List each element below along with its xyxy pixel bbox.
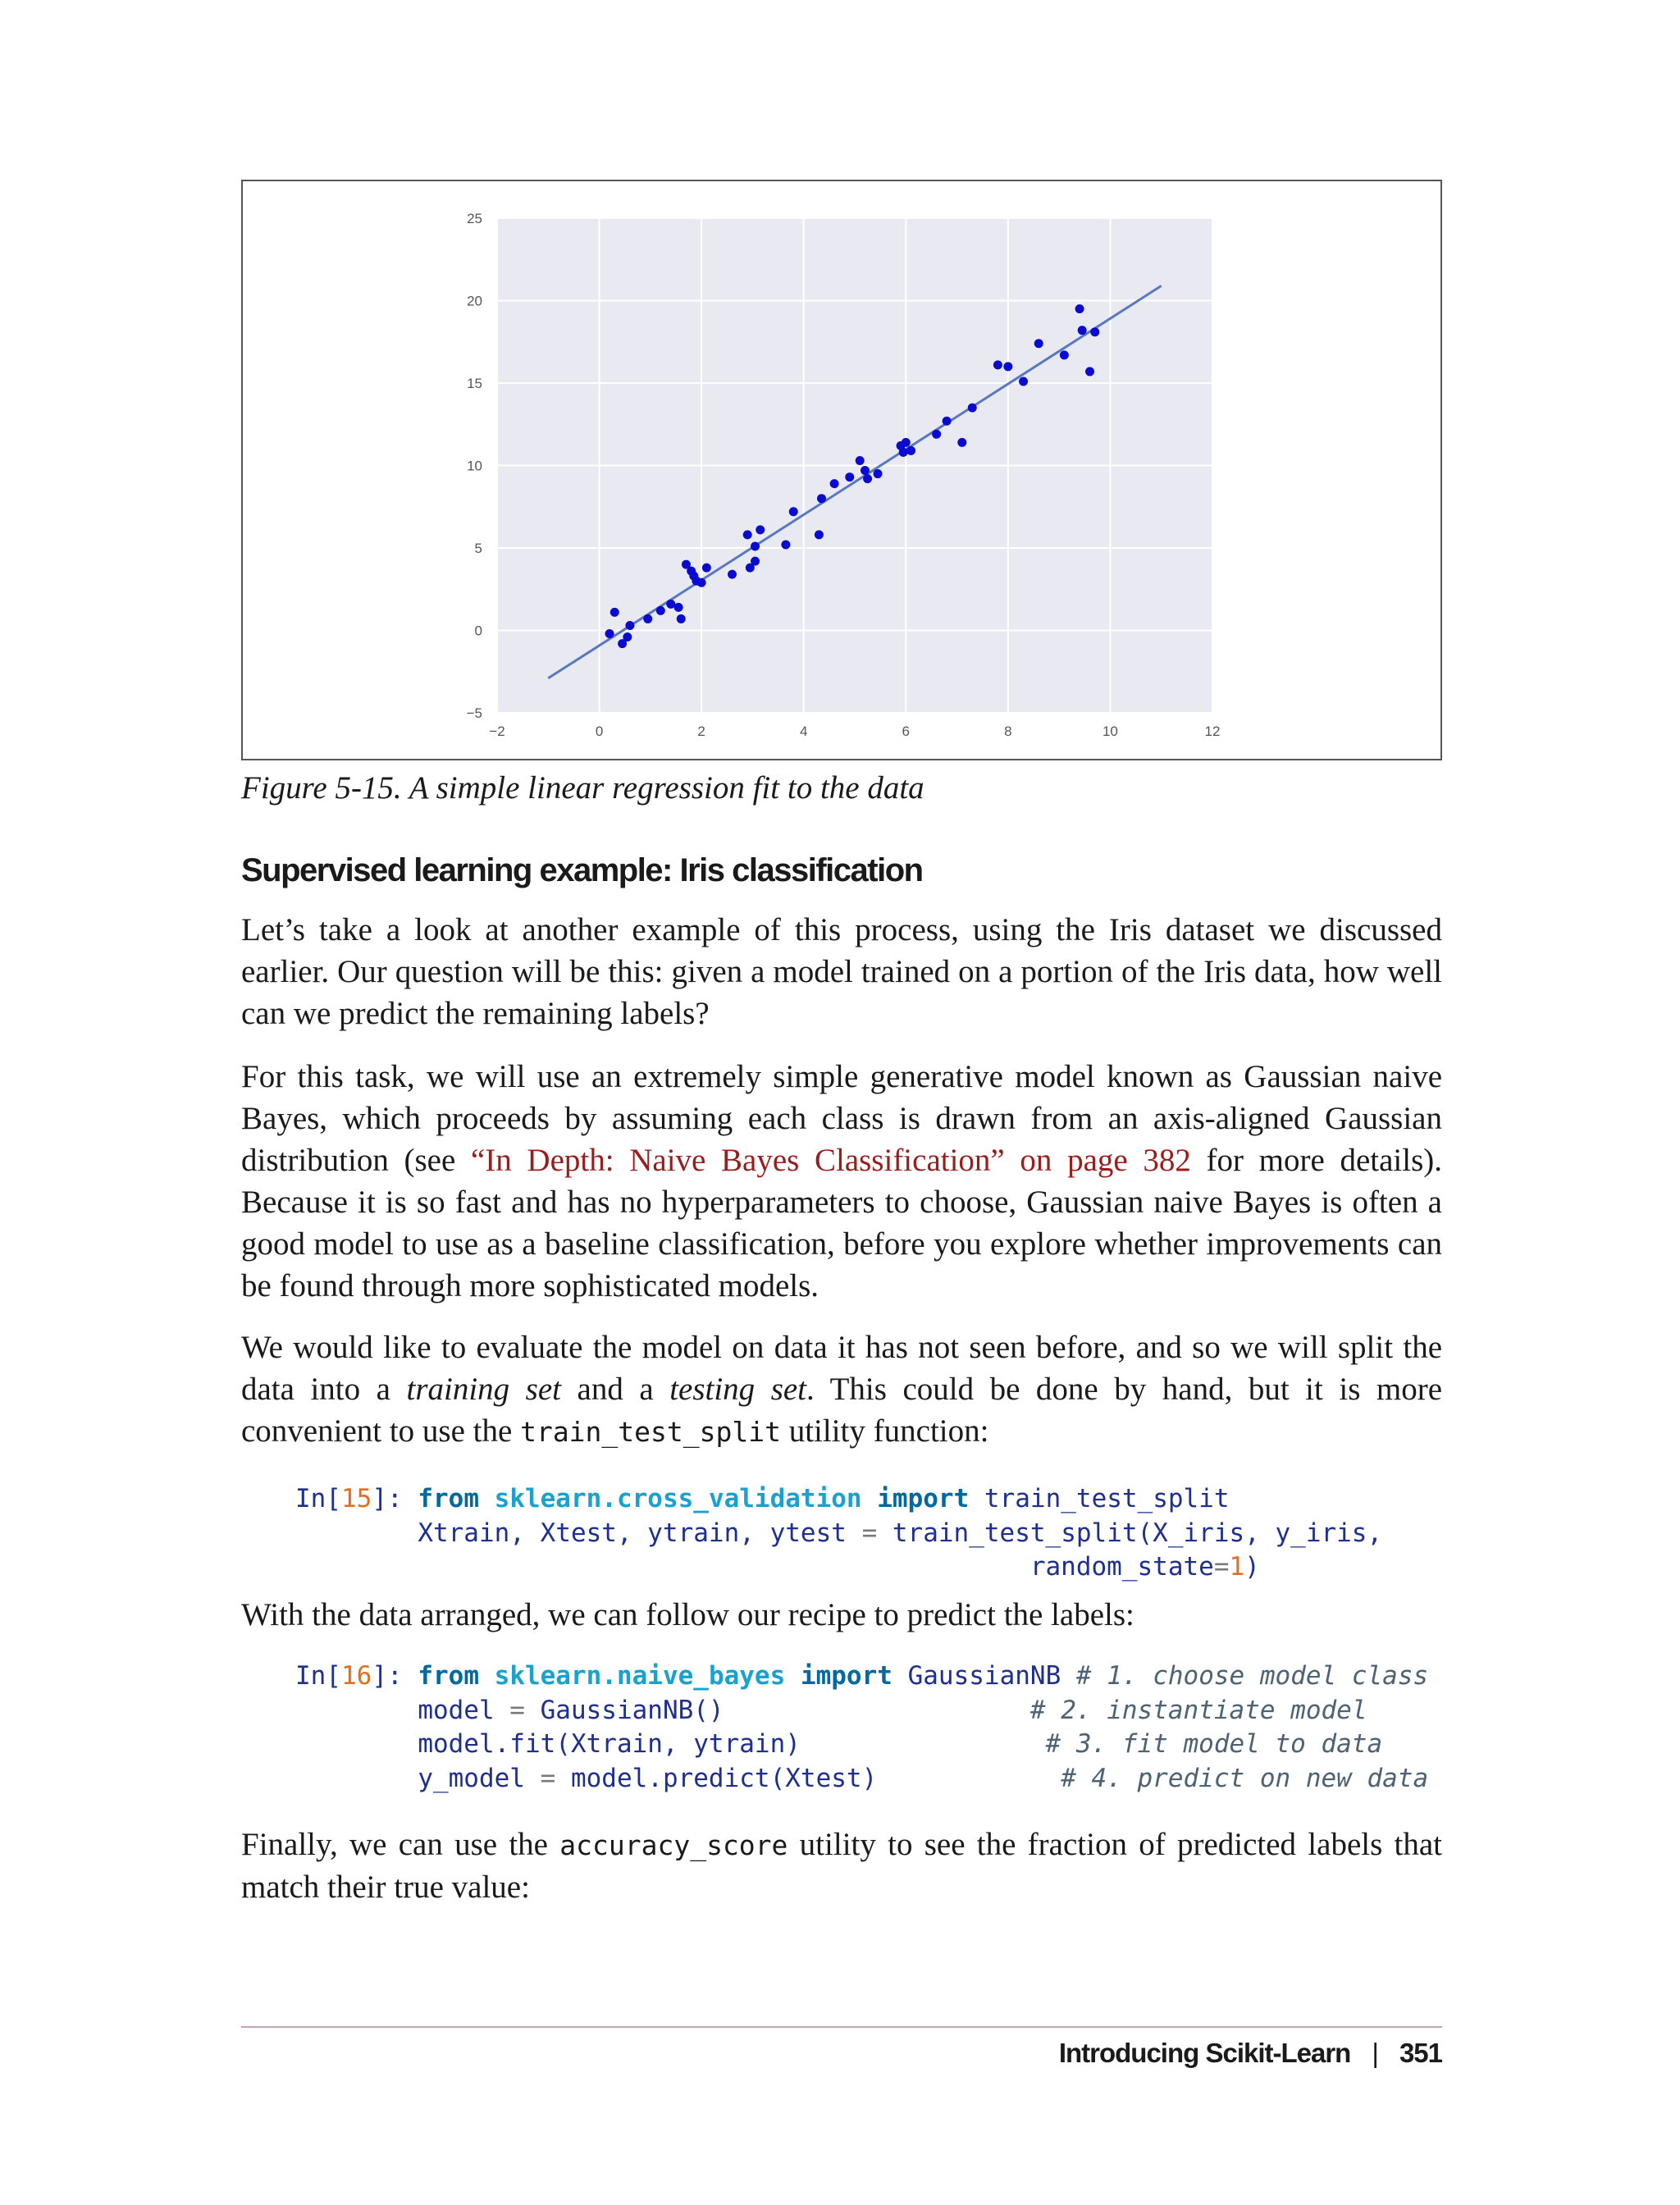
x-tick-label: 10 xyxy=(1102,724,1118,739)
data-point xyxy=(1090,327,1099,336)
code-prompt: In[15]: xyxy=(295,1484,418,1513)
page-footer xyxy=(1059,2038,1442,2069)
data-point xyxy=(845,472,854,482)
figure-caption: Figure 5-15. A simple linear regression fit to the data xyxy=(241,770,924,806)
inline-code: accuracy_score xyxy=(559,1829,788,1861)
inline-code: train_test_split xyxy=(520,1416,781,1448)
emphasis-testing-set: testing set xyxy=(669,1372,807,1407)
page-number: 351 xyxy=(1399,2038,1442,2068)
emphasis-training-set: training set xyxy=(406,1372,562,1407)
paragraph-recipe: With the data arranged, we can follow our recipe to predict the labels: xyxy=(241,1597,1134,1632)
code-operator: = xyxy=(509,1695,525,1725)
data-point xyxy=(1075,304,1084,313)
code-keyword: import xyxy=(800,1661,892,1691)
data-point xyxy=(993,360,1002,369)
data-point xyxy=(902,438,911,447)
x-tick-label: 2 xyxy=(697,724,705,739)
code-comment: # 4. predict on new data xyxy=(1061,1763,1429,1793)
data-point xyxy=(1060,350,1069,359)
y-tick-label: 10 xyxy=(467,458,482,474)
code-text: train_test_split(X_iris, y_iris, xyxy=(877,1518,1383,1548)
code-text: GaussianNB xyxy=(907,1661,1061,1691)
y-tick-label: −5 xyxy=(466,705,482,721)
data-point xyxy=(674,603,683,612)
code-operator: = xyxy=(1213,1552,1230,1582)
data-point xyxy=(906,446,915,455)
data-point xyxy=(702,564,711,573)
data-point xyxy=(856,456,865,465)
data-point xyxy=(756,525,765,534)
data-point xyxy=(1034,339,1043,348)
data-point xyxy=(643,614,652,623)
x-tick-label: −2 xyxy=(489,724,505,739)
cross-reference-link[interactable]: “In Depth: Naive Bayes Classification” on page 382 xyxy=(470,1143,1191,1178)
data-point xyxy=(1019,377,1028,386)
data-point xyxy=(957,438,966,447)
x-tick-label: 12 xyxy=(1204,724,1221,739)
code-block-in15 xyxy=(295,1482,1382,1585)
data-point xyxy=(817,494,826,503)
code-module: sklearn.cross_validation xyxy=(494,1484,862,1513)
running-title: Introducing Scikit-Learn xyxy=(1058,2038,1351,2068)
code-operator: = xyxy=(540,1763,556,1793)
data-point xyxy=(610,608,619,617)
y-tick-label: 25 xyxy=(467,211,482,226)
data-point xyxy=(697,578,706,587)
data-point xyxy=(874,469,883,478)
x-tick-label: 4 xyxy=(799,724,808,739)
paragraph-naive-bayes xyxy=(241,1056,1442,1307)
data-point xyxy=(751,557,760,566)
data-point xyxy=(656,606,665,615)
x-tick-label: 8 xyxy=(1004,724,1012,739)
code-text: random_state xyxy=(1029,1552,1214,1582)
x-tick-label: 0 xyxy=(595,724,604,739)
data-point xyxy=(943,417,952,426)
data-point xyxy=(625,621,634,630)
code-text: model.predict(Xtest) xyxy=(555,1763,878,1793)
data-point xyxy=(751,541,760,550)
code-text: model xyxy=(418,1695,510,1725)
footer-rule xyxy=(241,2026,1442,2028)
scatter-chart xyxy=(243,181,1440,759)
code-prompt: In[16]: xyxy=(295,1661,418,1691)
code-text: Xtrain, Xtest, ytrain, ytest xyxy=(418,1518,862,1548)
paragraph-accuracy xyxy=(241,1824,1442,1908)
paragraph-text: For this task, we will use an extremely simple generative model known as Gaussian naive Bayes, which proceeds by assuming each class is drawn from an axis-aligned Gaussian distribution (see xyxy=(241,1059,1442,1178)
code-text: GaussianNB() xyxy=(524,1695,724,1725)
y-tick-label: 15 xyxy=(467,376,482,391)
section-heading: Supervised learning example: Iris classification xyxy=(241,852,923,888)
data-point xyxy=(743,530,752,539)
code-operator: = xyxy=(861,1518,878,1548)
data-point xyxy=(781,540,790,549)
code-number: 1 xyxy=(1229,1552,1245,1582)
code-text: model.fit(Xtrain, ytrain) xyxy=(418,1729,801,1759)
data-point xyxy=(899,448,908,457)
paragraph-text: . This could be done by hand, but it is more convenient to use the xyxy=(241,1372,1443,1449)
paragraph-split xyxy=(241,1326,1442,1453)
data-point xyxy=(861,466,870,475)
code-text: ) xyxy=(1244,1552,1260,1582)
figure-frame xyxy=(241,180,1442,760)
x-tick-label: 6 xyxy=(902,724,911,739)
data-point xyxy=(932,430,941,439)
code-block-in16 xyxy=(295,1659,1428,1796)
code-text: y_model xyxy=(418,1763,541,1793)
data-point xyxy=(815,530,824,539)
paragraph-text: and a xyxy=(561,1372,670,1407)
code-comment: # 2. instantiate model xyxy=(1029,1695,1367,1725)
code-text: train_test_split xyxy=(984,1484,1230,1513)
data-point xyxy=(789,507,798,516)
data-point xyxy=(605,629,614,638)
data-point xyxy=(1003,362,1012,371)
data-point xyxy=(1085,367,1094,376)
code-module: sklearn.naive_bayes xyxy=(494,1661,786,1691)
data-point xyxy=(1078,326,1087,335)
paragraph-text: Finally, we can use the xyxy=(241,1827,560,1862)
y-tick-label: 5 xyxy=(474,541,482,556)
data-point xyxy=(863,474,872,483)
data-point xyxy=(968,404,977,413)
data-point xyxy=(623,632,632,641)
paragraph-text: utility to see the fraction of predicted labels that match their true value: xyxy=(241,1827,1443,1905)
code-comment: # 3. fit model to data xyxy=(1045,1729,1383,1759)
paragraph-text: We would like to evaluate the model on data it has not seen before, and so we will split the data into a xyxy=(241,1330,1442,1407)
code-keyword: from xyxy=(418,1661,479,1691)
code-comment: # 1. choose model class xyxy=(1075,1661,1429,1691)
data-point xyxy=(677,614,686,623)
paragraph-text: utility function: xyxy=(780,1413,989,1449)
code-keyword: import xyxy=(877,1484,970,1513)
data-point xyxy=(728,570,737,579)
code-keyword: from xyxy=(418,1484,479,1513)
footer-separator: | xyxy=(1372,2038,1378,2068)
y-tick-label: 0 xyxy=(474,623,482,639)
data-point xyxy=(830,479,839,488)
y-tick-label: 20 xyxy=(467,293,482,309)
paragraph-text: for more details). Because it is so fast and has no hyperparameters to choose, Gaussian naive Bayes is often a good model to use as a baseline classification, before you explore whether improvements can be found through more sophisticated models. xyxy=(241,1143,1442,1303)
paragraph-intro: Let’s take a look at another example of this process, using the Iris dataset we discussed earlier. Our question will be this: given a model trained on a portion of the Iris data, how well can we predict the remaining labels? xyxy=(241,912,1442,1031)
